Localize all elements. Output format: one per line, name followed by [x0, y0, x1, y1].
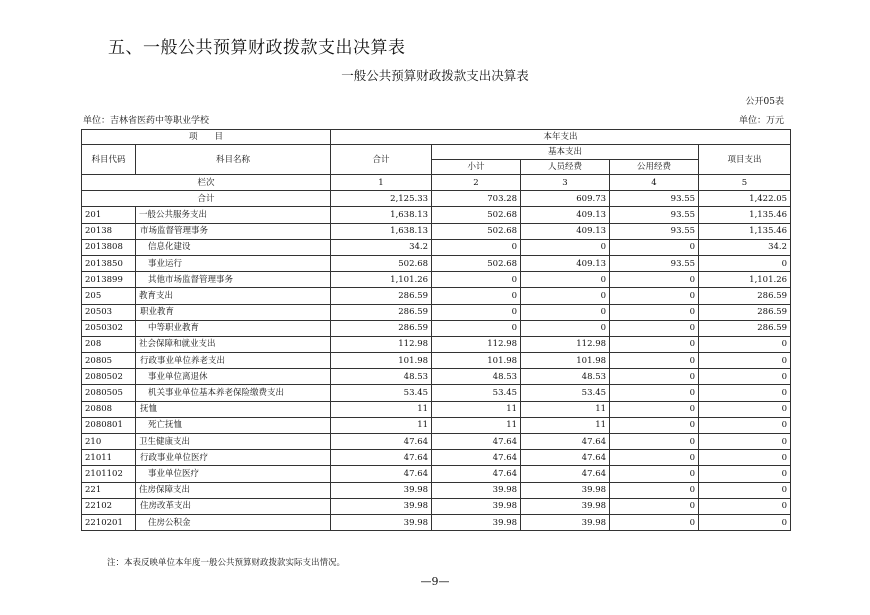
grand-total-row [82, 191, 791, 207]
public-cell: 0 [610, 498, 699, 514]
reporting-unit: 单位：吉林省医药中等职业学校 [83, 116, 210, 126]
public-cell: 93.55 [610, 207, 699, 223]
public-cell: 0 [610, 417, 699, 433]
currency-unit: 单位：万元 [738, 116, 784, 126]
table-row [82, 434, 791, 450]
subtotal-cell: 48.53 [432, 369, 521, 385]
personnel-cell: 0 [521, 304, 610, 320]
public-cell: 0 [610, 514, 699, 530]
subject-code-cell: 221 [82, 482, 136, 498]
total-cell: 39.98 [331, 498, 432, 514]
header-total: 合计 [331, 145, 432, 175]
subject-name-cell: 其他市场监督管理事务 [136, 272, 331, 288]
project-cell: 0 [699, 514, 791, 530]
subject-code-cell: 2013850 [82, 255, 136, 271]
subtotal-cell: 39.98 [432, 514, 521, 530]
total-cell: 11 [331, 417, 432, 433]
grand-total-personnel: 609.73 [521, 191, 610, 207]
table-note: 注：本表反映单位本年度一般公共预算财政拨款实际支出情况。 [107, 558, 346, 568]
table-row [82, 239, 791, 255]
column-index-2: 2 [432, 175, 521, 191]
public-cell: 0 [610, 434, 699, 450]
subject-name-cell: 市场监督管理事务 [136, 223, 331, 239]
total-cell: 34.2 [331, 239, 432, 255]
table-row [82, 207, 791, 223]
total-cell: 1,638.13 [331, 223, 432, 239]
table-row [82, 482, 791, 498]
total-cell: 112.98 [331, 336, 432, 352]
header-personnel: 人员经费 [521, 160, 610, 175]
public-cell: 0 [610, 272, 699, 288]
subject-name-cell: 事业单位医疗 [136, 466, 331, 482]
subject-name-cell: 中等职业教育 [136, 320, 331, 336]
subtotal-cell: 0 [432, 272, 521, 288]
total-cell: 1,101.26 [331, 272, 432, 288]
project-cell: 0 [699, 401, 791, 417]
grand-total-subtotal: 703.28 [432, 191, 521, 207]
table-row [82, 304, 791, 320]
subtotal-cell: 101.98 [432, 353, 521, 369]
subtotal-cell: 47.64 [432, 450, 521, 466]
personnel-cell: 0 [521, 272, 610, 288]
personnel-cell: 39.98 [521, 498, 610, 514]
table-row [82, 369, 791, 385]
public-cell: 0 [610, 369, 699, 385]
project-cell: 0 [699, 450, 791, 466]
table-row [82, 353, 791, 369]
subject-name-cell: 一般公共服务支出 [136, 207, 331, 223]
public-cell: 0 [610, 385, 699, 401]
project-cell: 0 [699, 369, 791, 385]
subject-code-cell: 2080502 [82, 369, 136, 385]
public-cell: 0 [610, 320, 699, 336]
subject-code-cell: 21011 [82, 450, 136, 466]
table-title: 一般公共预算财政拨款支出决算表 [341, 68, 529, 83]
subject-code-cell: 20808 [82, 401, 136, 417]
table-row [82, 272, 791, 288]
subtotal-cell: 47.64 [432, 466, 521, 482]
project-cell: 286.59 [699, 304, 791, 320]
public-cell: 0 [610, 336, 699, 352]
subtotal-cell: 502.68 [432, 255, 521, 271]
personnel-cell: 0 [521, 288, 610, 304]
project-cell: 0 [699, 417, 791, 433]
subject-code-cell: 210 [82, 434, 136, 450]
project-cell: 0 [699, 255, 791, 271]
project-cell: 34.2 [699, 239, 791, 255]
column-index-3: 3 [521, 175, 610, 191]
subtotal-cell: 53.45 [432, 385, 521, 401]
subject-code-cell: 20805 [82, 353, 136, 369]
project-cell: 0 [699, 482, 791, 498]
subject-code-cell: 201 [82, 207, 136, 223]
subtotal-cell: 47.64 [432, 434, 521, 450]
project-cell: 0 [699, 353, 791, 369]
project-cell: 286.59 [699, 288, 791, 304]
header-subject-name: 科目名称 [136, 145, 331, 175]
header-subtotal: 小计 [432, 160, 521, 175]
page-number: —9— [420, 575, 450, 588]
subject-code-cell: 208 [82, 336, 136, 352]
subject-code-cell: 2013808 [82, 239, 136, 255]
subject-code-cell: 22102 [82, 498, 136, 514]
table-row [82, 514, 791, 530]
column-index-4: 4 [610, 175, 699, 191]
public-cell: 93.55 [610, 223, 699, 239]
personnel-cell: 409.13 [521, 207, 610, 223]
table-row [82, 401, 791, 417]
project-cell: 0 [699, 336, 791, 352]
table-row [82, 320, 791, 336]
subject-name-cell: 事业运行 [136, 255, 331, 271]
project-cell: 0 [699, 498, 791, 514]
public-cell: 0 [610, 288, 699, 304]
subtotal-cell: 39.98 [432, 498, 521, 514]
total-cell: 53.45 [331, 385, 432, 401]
public-cell: 0 [610, 353, 699, 369]
personnel-cell: 0 [521, 320, 610, 336]
project-cell: 1,101.26 [699, 272, 791, 288]
subtotal-cell: 0 [432, 304, 521, 320]
header-current-year: 本年支出 [331, 130, 791, 145]
subject-code-cell: 205 [82, 288, 136, 304]
subject-code-cell: 2080801 [82, 417, 136, 433]
personnel-cell: 11 [521, 417, 610, 433]
subtotal-cell: 39.98 [432, 482, 521, 498]
header-project: 项 目 [82, 130, 331, 145]
project-cell: 0 [699, 466, 791, 482]
public-cell: 0 [610, 450, 699, 466]
column-index-5: 5 [699, 175, 791, 191]
public-cell: 0 [610, 304, 699, 320]
column-index-1: 1 [331, 175, 432, 191]
table-row [82, 417, 791, 433]
public-cell: 0 [610, 482, 699, 498]
personnel-cell: 11 [521, 401, 610, 417]
subtotal-cell: 502.68 [432, 223, 521, 239]
subject-name-cell: 抚恤 [136, 401, 331, 417]
public-cell: 0 [610, 401, 699, 417]
subject-code-cell: 2013899 [82, 272, 136, 288]
total-cell: 11 [331, 401, 432, 417]
grand-total-label: 合计 [82, 191, 331, 207]
personnel-cell: 101.98 [521, 353, 610, 369]
table-row [82, 255, 791, 271]
subject-code-cell: 2101102 [82, 466, 136, 482]
grand-total-total: 2,125.33 [331, 191, 432, 207]
personnel-cell: 409.13 [521, 255, 610, 271]
personnel-cell: 39.98 [521, 514, 610, 530]
subtotal-cell: 0 [432, 288, 521, 304]
subject-name-cell: 住房公积金 [136, 514, 331, 530]
personnel-cell: 47.64 [521, 434, 610, 450]
project-cell: 1,135.46 [699, 223, 791, 239]
expenditure-table [81, 129, 791, 531]
subtotal-cell: 112.98 [432, 336, 521, 352]
project-cell: 0 [699, 385, 791, 401]
subject-name-cell: 信息化建设 [136, 239, 331, 255]
subtotal-cell: 0 [432, 239, 521, 255]
subject-code-cell: 2050302 [82, 320, 136, 336]
subtotal-cell: 11 [432, 417, 521, 433]
personnel-cell: 47.64 [521, 466, 610, 482]
total-cell: 101.98 [331, 353, 432, 369]
subject-code-cell: 2080505 [82, 385, 136, 401]
table-row [82, 336, 791, 352]
public-cell: 0 [610, 466, 699, 482]
subject-name-cell: 社会保障和就业支出 [136, 336, 331, 352]
subject-name-cell: 教育支出 [136, 288, 331, 304]
total-cell: 286.59 [331, 288, 432, 304]
total-cell: 47.64 [331, 466, 432, 482]
total-cell: 47.64 [331, 434, 432, 450]
header-project-exp: 项目支出 [699, 145, 791, 175]
table-row [82, 498, 791, 514]
public-cell: 93.55 [610, 255, 699, 271]
subject-name-cell: 行政事业单位医疗 [136, 450, 331, 466]
total-cell: 47.64 [331, 450, 432, 466]
header-public: 公用经费 [610, 160, 699, 175]
subject-code-cell: 20503 [82, 304, 136, 320]
header-basic: 基本支出 [432, 145, 699, 160]
grand-total-public: 93.55 [610, 191, 699, 207]
section-title: 五、一般公共预算财政拨款支出决算表 [108, 38, 406, 58]
project-cell: 286.59 [699, 320, 791, 336]
table-row [82, 288, 791, 304]
subject-name-cell: 行政事业单位养老支出 [136, 353, 331, 369]
form-code: 公开05表 [745, 97, 784, 107]
subtotal-cell: 502.68 [432, 207, 521, 223]
personnel-cell: 112.98 [521, 336, 610, 352]
subtotal-cell: 11 [432, 401, 521, 417]
column-index-row [82, 175, 791, 191]
personnel-cell: 39.98 [521, 482, 610, 498]
table-row [82, 385, 791, 401]
grand-total-project: 1,422.05 [699, 191, 791, 207]
project-cell: 0 [699, 434, 791, 450]
subject-name-cell: 住房改革支出 [136, 498, 331, 514]
total-cell: 48.53 [331, 369, 432, 385]
total-cell: 39.98 [331, 514, 432, 530]
personnel-cell: 48.53 [521, 369, 610, 385]
subtotal-cell: 0 [432, 320, 521, 336]
personnel-cell: 0 [521, 239, 610, 255]
subject-name-cell: 卫生健康支出 [136, 434, 331, 450]
public-cell: 0 [610, 239, 699, 255]
column-index-label: 栏次 [82, 175, 331, 191]
total-cell: 502.68 [331, 255, 432, 271]
table-row [82, 466, 791, 482]
total-cell: 39.98 [331, 482, 432, 498]
subject-code-cell: 20138 [82, 223, 136, 239]
subject-name-cell: 事业单位离退休 [136, 369, 331, 385]
total-cell: 1,638.13 [331, 207, 432, 223]
subject-name-cell: 机关事业单位基本养老保险缴费支出 [136, 385, 331, 401]
header-subject-code: 科目代码 [82, 145, 136, 175]
personnel-cell: 53.45 [521, 385, 610, 401]
personnel-cell: 409.13 [521, 223, 610, 239]
subject-name-cell: 死亡抚恤 [136, 417, 331, 433]
table-row [82, 450, 791, 466]
subject-name-cell: 住房保障支出 [136, 482, 331, 498]
total-cell: 286.59 [331, 320, 432, 336]
project-cell: 1,135.46 [699, 207, 791, 223]
total-cell: 286.59 [331, 304, 432, 320]
personnel-cell: 47.64 [521, 450, 610, 466]
subject-name-cell: 职业教育 [136, 304, 331, 320]
subject-code-cell: 2210201 [82, 514, 136, 530]
table-row [82, 223, 791, 239]
